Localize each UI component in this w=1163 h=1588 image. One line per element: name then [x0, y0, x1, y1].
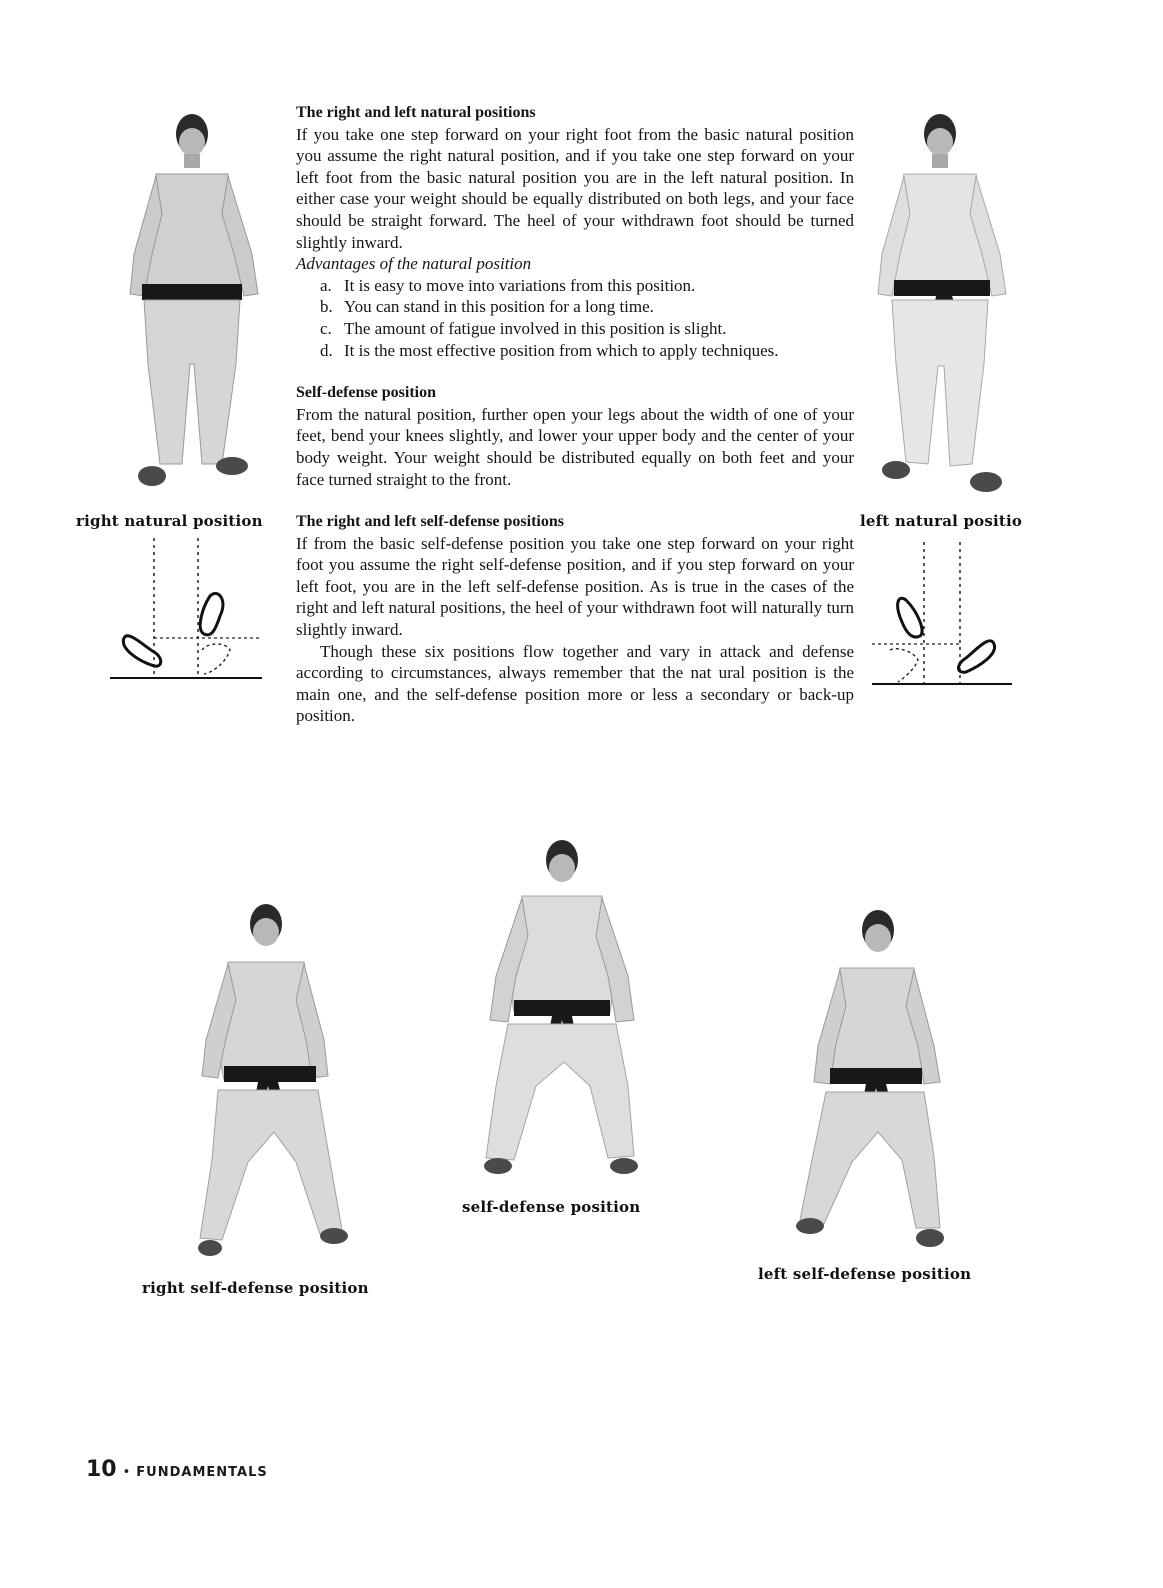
caption-left-self-defense-position: left self-defense position [758, 1265, 972, 1283]
caption-self-defense-position: self-defense position [462, 1198, 641, 1216]
list-item: c. The amount of fatigue involved in this position is slight. [320, 318, 727, 338]
heading-self-defense-position: Self-defense position [296, 384, 436, 402]
paragraph-natural-positions: If you take one step forward on your right foot from the basic natural position you assume the right natural position, and if you take one step forward on your left foot from the basic natural position you are in the left natural position. In either case your weight should be equally distributed on both legs, and your face should be straight forward. The heel of your withdrawn foot should be turned slightly inward. [296, 124, 854, 252]
list-item: d. It is the most effective position from which to apply techniques. [320, 340, 779, 360]
main-text-column [296, 102, 854, 727]
photo-left-natural-position [860, 104, 1020, 504]
caption-right-natural-position: right natural position [76, 512, 263, 530]
foot-diagram-left-natural [872, 542, 1012, 688]
photo-self-defense-position [472, 836, 652, 1182]
paragraph-self-defense-position: From the natural position, further open your legs about the width of one of your feet, bend your knees slightly, and lower your upper body and the center of your body weight. Your weight should be distributed equally on both feet and your face turned straight to the front. [296, 404, 854, 489]
paragraph-six-positions: Though these six positions flow together and vary in attack and defense according to circumstances, always remember that the nat ural position is the main one, and the self-defense position more or less a secondary or back-up position. [296, 641, 854, 726]
judoka-figure [860, 104, 1020, 504]
photo-left-self-defense-position [790, 906, 960, 1252]
list-item: a. It is easy to move into variations from this position. [320, 275, 696, 295]
heading-right-left-self-defense: The right and left self-defense positions [296, 513, 564, 531]
advantages-list [296, 275, 854, 361]
judoka-figure [188, 900, 358, 1260]
foot-diagram-right-natural [110, 538, 270, 684]
caption-right-self-defense-position: right self-defense position [142, 1279, 369, 1297]
list-item: b. You can stand in this position for a long time. [320, 297, 654, 317]
judoka-figure [790, 906, 960, 1252]
judoka-figure [112, 104, 272, 504]
photo-right-natural-position [112, 104, 272, 504]
paragraph-right-left-self-defense: If from the basic self-defense position you take one step forward on your right foot you assume the right self-defense position, and if you step forward on your left foot, you are in the left self-defense position. As is true in the cases of the right and left natural positions, the heel of your withdrawn foot will naturally turn slightly inward. [296, 533, 854, 640]
section-name: FUNDAMENTALS [136, 1465, 268, 1480]
page-footer [86, 1457, 268, 1482]
footer-separator: • [122, 1465, 131, 1480]
caption-left-natural-position: left natural positio [860, 512, 1023, 530]
heading-natural-positions: The right and left natural positions [296, 104, 536, 121]
heading-advantages: Advantages of the natural position [296, 254, 532, 274]
page-number: 10 [86, 1457, 117, 1482]
judoka-figure [472, 836, 652, 1182]
photo-right-self-defense-position [188, 900, 358, 1260]
